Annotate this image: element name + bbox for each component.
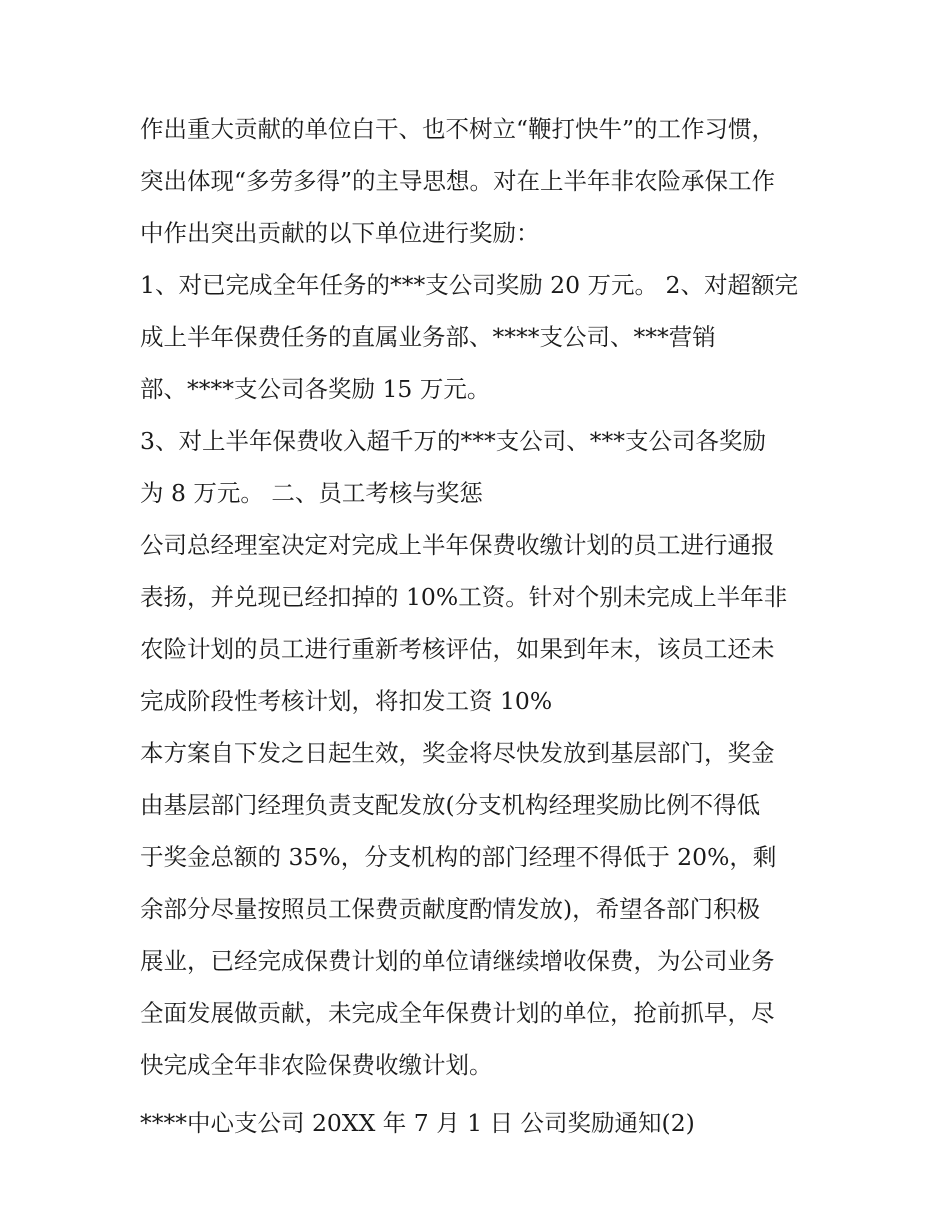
paragraph-line: 作出重大贡献的单位白干、也不树立“鞭打快牛”的工作习惯， — [140, 115, 776, 143]
paragraph-line: 成上半年保费任务的直属业务部、****支公司、***营销 — [140, 323, 716, 351]
paragraph-line: 本方案自下发之日起生效，奖金将尽快发放到基层部门，奖金 — [140, 739, 775, 767]
signature-line: ****中心支公司 20XX 年 7 月 1 日 公司奖励通知(2) — [140, 1109, 695, 1137]
paragraph-line: 1、对已完成全年任务的***支公司奖励 20 万元。 2、对超额完 — [140, 271, 798, 299]
paragraph-line: 余部分尽量按照员工保费贡献度酌情发放)，希望各部门积极 — [140, 895, 761, 923]
paragraph-line: 中作出突出贡献的以下单位进行奖励： — [140, 219, 540, 247]
paragraph-line: 公司总经理室决定对完成上半年保费收缴计划的员工进行通报 — [140, 531, 775, 559]
paragraph-line: 突出体现“多劳多得”的主导思想。对在上半年非农险承保工作 — [140, 167, 776, 195]
paragraph-line: 展业，已经完成保费计划的单位请继续增收保费，为公司业务 — [140, 947, 775, 975]
paragraph-line: 为 8 万元。 二、员工考核与奖惩 — [140, 479, 483, 507]
paragraph-line: 于奖金总额的 35%，分支机构的部门经理不得低于 20%，剩 — [140, 843, 777, 871]
paragraph-line: 农险计划的员工进行重新考核评估，如果到年末，该员工还未 — [140, 635, 775, 663]
paragraph-line: 完成阶段性考核计划，将扣发工资 10% — [140, 687, 553, 715]
paragraph-line: 全面发展做贡献，未完成全年保费计划的单位，抢前抓早，尽 — [140, 999, 775, 1027]
document-body — [140, 103, 820, 1149]
paragraph-line: 3、对上半年保费收入超千万的***支公司、***支公司各奖励 — [140, 427, 766, 455]
paragraph-line: 由基层部门经理负责支配发放(分支机构经理奖励比例不得低 — [140, 791, 761, 819]
paragraph-line: 部、****支公司各奖励 15 万元。 — [140, 375, 491, 403]
paragraph-line: 快完成全年非农险保费收缴计划。 — [140, 1051, 493, 1079]
paragraph-line: 表扬，并兑现已经扣掉的 10%工资。针对个别未完成上半年非 — [140, 583, 788, 611]
